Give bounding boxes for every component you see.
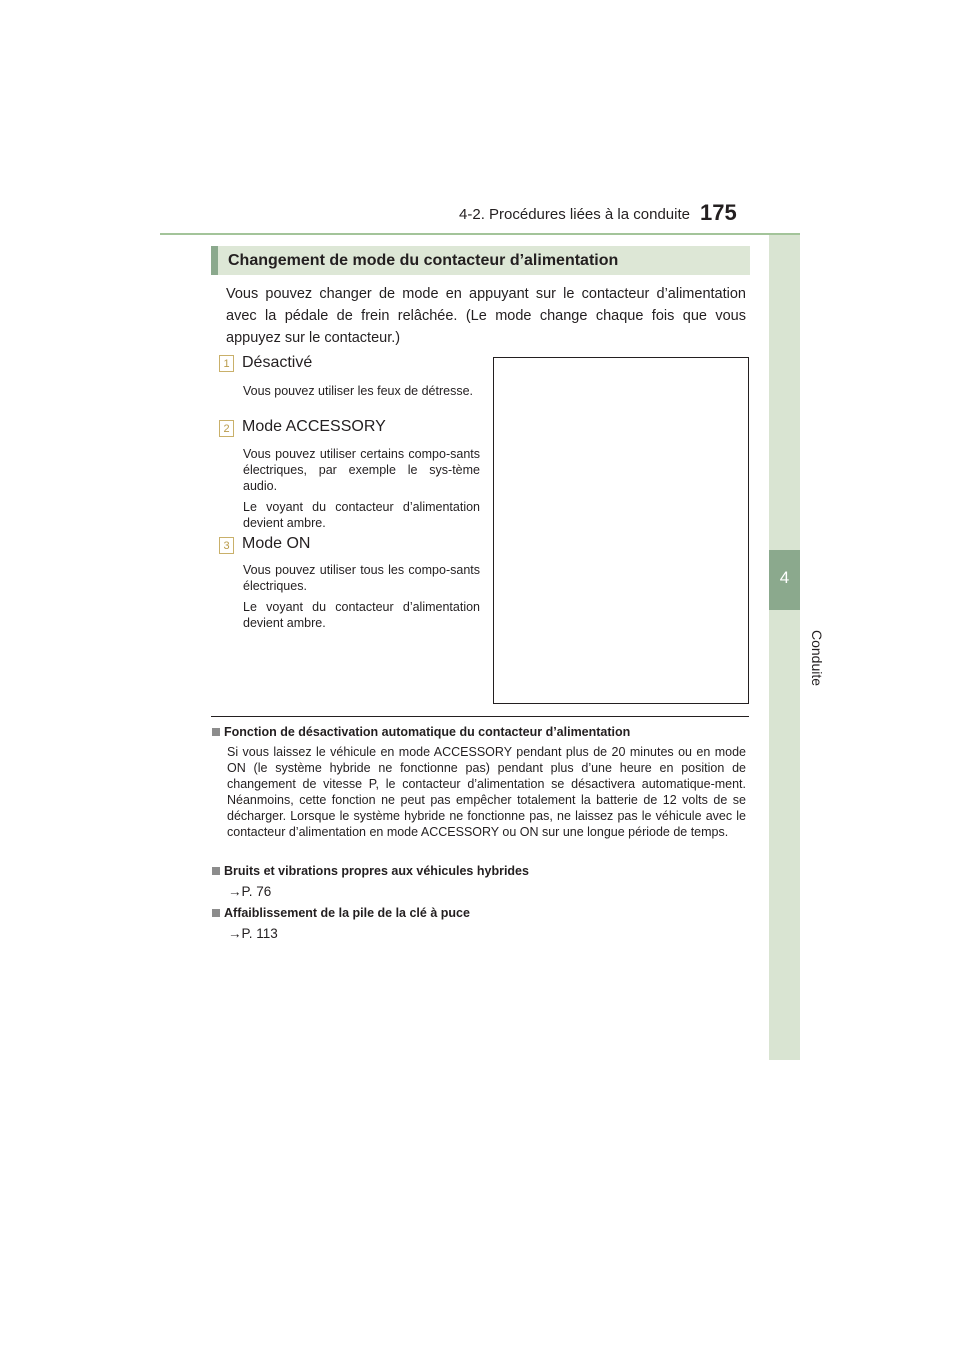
note-heading-text: Affaiblissement de la pile de la clé à puce xyxy=(224,906,470,920)
section-title: Changement de mode du contacteur d’alimentation xyxy=(211,246,750,275)
item-title-off: Désactivé xyxy=(242,354,313,371)
item-text: Vous pouvez utiliser certains compo-sants électriques, par exemple le sys-tème audio. xyxy=(243,447,480,493)
intro-paragraph: Vous pouvez changer de mode en appuyant sur le contacteur d’alimentation avec la pédale de frein relâchée. (Le mode change chaque fois que vous appuyez sur le contacteur.) xyxy=(226,286,746,346)
item-badge-3: 3 xyxy=(219,537,234,554)
note-heading xyxy=(212,906,470,920)
chapter-label-text: Conduite xyxy=(809,629,825,687)
item-title-on: Mode ON xyxy=(242,535,311,552)
illustration-frame xyxy=(493,357,749,704)
item-badge-1: 1 xyxy=(219,355,234,372)
note-heading-text: Fonction de désactivation automatique du contacteur d’alimentation xyxy=(224,725,631,739)
square-bullet-icon xyxy=(212,728,220,736)
note-heading xyxy=(212,864,529,878)
item-text: Vous pouvez utiliser tous les compo-sants électriques. xyxy=(243,563,480,593)
square-bullet-icon xyxy=(212,867,220,875)
item-text: Vous pouvez utiliser les feux de détresse. xyxy=(243,384,473,398)
chapter-number: 4 xyxy=(779,568,790,587)
page-reference-link[interactable]: →P. 113 xyxy=(228,926,278,941)
section-divider xyxy=(211,716,749,717)
header-rule xyxy=(160,233,800,235)
item-text: Le voyant du contacteur d’alimentation devient ambre. xyxy=(243,500,480,530)
page-reference-link[interactable]: →P. 76 xyxy=(228,884,272,899)
item-text: Le voyant du contacteur d’alimentation devient ambre. xyxy=(243,600,480,630)
note-heading-text: Bruits et vibrations propres aux véhicules hybrides xyxy=(224,864,529,878)
running-header: 4-2. Procédures liées à la conduite xyxy=(459,206,690,223)
item-badge-2: 2 xyxy=(219,420,234,437)
chapter-label xyxy=(770,618,825,698)
item-title-accessory: Mode ACCESSORY xyxy=(242,418,386,435)
page-number: 175 xyxy=(700,200,737,225)
note-heading xyxy=(212,725,630,739)
square-bullet-icon xyxy=(212,909,220,917)
note-body: Si vous laissez le véhicule en mode ACCESSORY pendant plus de 20 minutes ou en mode ON (le système hybride ne fonctionne pas) pendant plus d’une heure en position de changement de vitesse P, le contacteur d’alimentation se désactivera automatique-ment. Néanmoins, cette fonction ne peut pas empêcher totalement la batterie de 12 volts de se décharger. Lorsque le système hybride ne fonctionne pas, ne laissez pas le véhicule avec le contacteur d’alimentation en mode ACCESSORY ou ON sur une longue période de temps. xyxy=(227,745,746,839)
